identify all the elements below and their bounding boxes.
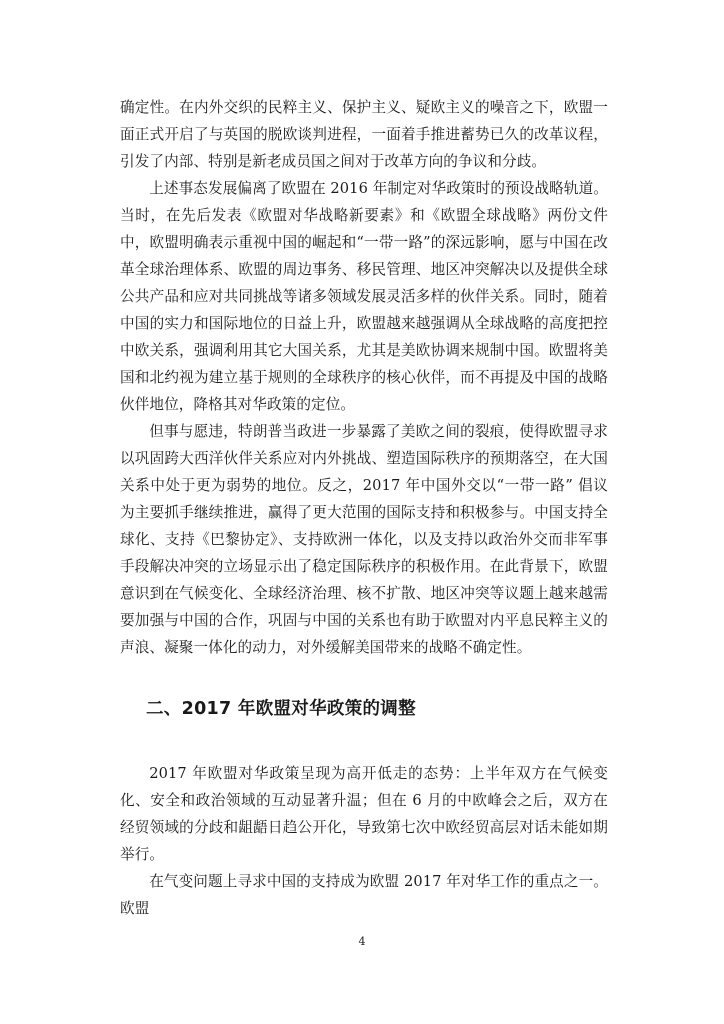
page-number: 4: [358, 935, 366, 948]
section-heading: 二、2017 年欧盟对华政策的调整: [146, 699, 416, 719]
page-body: [120, 94, 608, 922]
paragraph-climate-focus: 在气变问题上寻求中国的支持成为欧盟 2017 年对华工作的重点之一。欧盟: [120, 873, 608, 917]
paragraph-strategy-deviation: 上述事态发展偏离了欧盟在 2016 年制定对华政策时的预设战略轨道。当时，在先后发表《欧盟对华战略新要素》和《欧盟全球战略》两份文件中，欧盟明确表示重视中国的崛起和“一带一路”的深远影响，愿与中国在改革全球治理体系、欧盟的周边事务、移民管理、地区冲突解决以及提供全球公共产品和应对共同挑战等诸多领域发展灵活多样的伙伴关系。同时，随着中国的实力和国际地位的日益上升，欧盟越来越强调从全球战略的高度把控中欧关系，强调利用其它大国关系，尤其是美欧协调来规制中国。欧盟将美国和北约视为建立基于规则的全球秩序的核心伙伴，而不再提及中国的战略伙伴地位，降格其对华政策的定位。: [120, 180, 608, 413]
paragraph-policy-trend: 2017 年欧盟对华政策呈现为高开低走的态势：上半年双方在气候变化、安全和政治领域的互动显著升温；但在 6 月的中欧峰会之后，双方在经贸领域的分歧和龃龉日趋公开化，导致第七次中欧经贸高层对话未能如期举行。: [120, 765, 608, 863]
paragraph-trump-impact: 但事与愿违，特朗普当政进一步暴露了美欧之间的裂痕，使得欧盟寻求以巩固跨大西洋伙伴关系应对内外挑战、塑造国际秩序的预期落空，在大国关系中处于更为弱势的地位。反之，2017 年中国外交以“一带一路” 倡议为主要抓手继续推进，赢得了更大范围的国际支持和积极参与。中国支持全球化、支持《巴黎协定》、支持欧洲一体化，以及支持以政治外交而非军事手段解决冲突的立场显示出了稳定国际秩序的积极作用。在此背景下，欧盟意识到在气候变化、全球经济治理、核不扩散、地区冲突等议题上越来越需要加强与中国的合作，巩固与中国的关系也有助于欧盟对内平息民粹主义的声浪、凝聚一体化的动力，对外缓解美国带来的战略不确定性。: [120, 423, 608, 656]
paragraph-continuation: 确定性。在内外交织的民粹主义、保护主义、疑欧主义的噪音之下，欧盟一面正式开启了与英国的脱欧谈判进程，一面着手推进蓄势已久的改革议程，引发了内部、特别是新老成员国之间对于改革方向的争议和分歧。: [120, 99, 608, 170]
